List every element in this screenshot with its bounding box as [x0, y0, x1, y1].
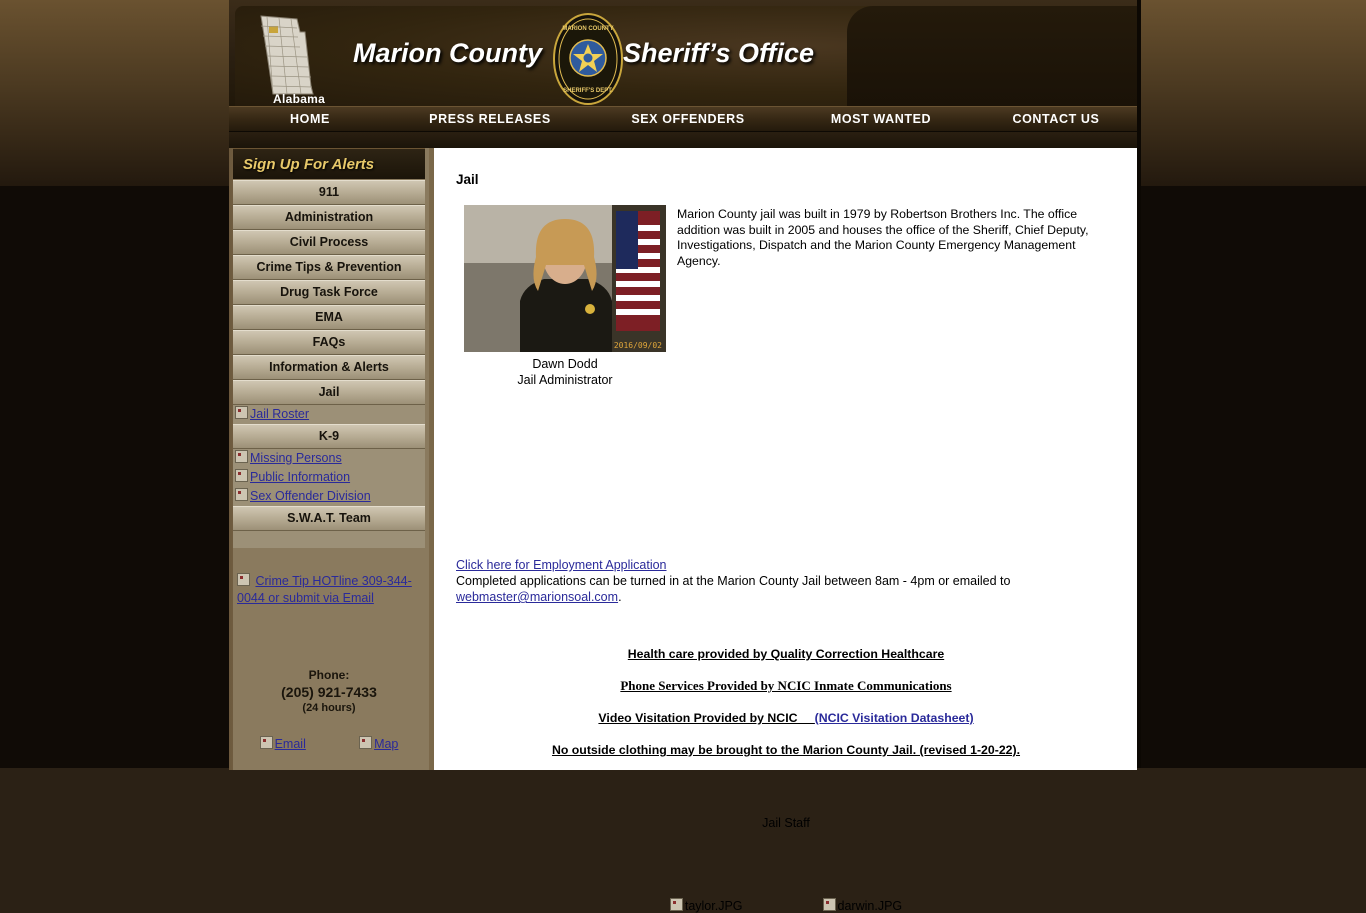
header-tab-shape	[847, 6, 1137, 106]
sidebar-item-label: Sex Offender Division	[250, 489, 371, 503]
broken-image-icon	[670, 898, 683, 911]
ncic-visitation-datasheet-link[interactable]: (NCIC Visitation Datasheet)	[815, 711, 974, 725]
sidebar-item-911[interactable]: 911	[233, 180, 425, 205]
map-link[interactable]	[359, 736, 398, 751]
jail-intro-text: Marion County jail was built in 1979 by Robertson Brothers Inc. The office addition was built in 2005 and houses the office of the Sheriff, Chief Deputy, Investigations, Dispatch and the Marion County Emergency Management Agency.	[677, 207, 1117, 269]
sidebar-item-k9[interactable]: K-9	[233, 424, 425, 449]
jail-administrator-caption	[464, 356, 666, 388]
employment-section	[456, 557, 1116, 605]
sidebar-item-label: Jail Roster	[250, 407, 309, 421]
jail-staff-images	[456, 898, 1116, 913]
phone-label: Phone:	[233, 668, 425, 682]
nav-contact-us[interactable]: CONTACT US	[975, 108, 1137, 130]
photo-timestamp: 2016/09/02	[614, 341, 662, 350]
staff-image-darwin	[823, 898, 903, 913]
sidebar-item-jail-roster[interactable]	[233, 405, 425, 424]
employment-instructions-end: .	[618, 590, 621, 604]
sheriff-badge-icon	[547, 12, 629, 106]
page-body	[229, 148, 1137, 770]
main-content	[434, 148, 1137, 770]
sidebar-item-administration[interactable]: Administration	[233, 205, 425, 230]
phone-number: (205) 921-7433	[233, 684, 425, 700]
sidebar-item-label: Public Information	[250, 470, 350, 484]
broken-image-icon	[237, 573, 250, 586]
sidebar-item-drug-task-force[interactable]: Drug Task Force	[233, 280, 425, 305]
nav-press-releases[interactable]: PRESS RELEASES	[391, 108, 589, 130]
header-panel	[235, 6, 1137, 106]
broken-image-icon	[235, 450, 248, 463]
jail-administrator-photo	[464, 205, 666, 352]
nav-sex-offenders[interactable]: SEX OFFENDERS	[589, 108, 787, 130]
sidebar-item-public-information[interactable]	[233, 468, 425, 487]
sidebar-item-faqs[interactable]: FAQs	[233, 330, 425, 355]
broken-image-icon	[260, 736, 273, 749]
svg-text:MARION COUNTY: MARION COUNTY	[562, 26, 613, 32]
staff-image-label: taylor.JPG	[685, 899, 743, 913]
broken-image-icon	[823, 898, 836, 911]
broken-image-icon	[235, 469, 248, 482]
email-link[interactable]	[260, 736, 306, 751]
sidebar-item-sex-offender-division[interactable]	[233, 487, 425, 506]
employment-instructions: Completed applications can be turned in at the Marion County Jail between 8am - 4pm or emailed to	[456, 574, 1010, 588]
broken-image-icon	[359, 736, 372, 749]
sidebar-item-information-alerts[interactable]: Information & Alerts	[233, 355, 425, 380]
site-header	[229, 0, 1137, 106]
email-link-label: Email	[275, 737, 306, 751]
admin-role: Jail Administrator	[464, 372, 666, 388]
notice-phone-services: Phone Services Provided by NCIC Inmate Communications	[456, 678, 1116, 694]
map-link-label: Map	[374, 737, 398, 751]
jail-staff-heading: Jail Staff	[456, 816, 1116, 830]
crime-tip-hotline[interactable]	[237, 573, 425, 607]
sidebar-item-jail[interactable]: Jail	[233, 380, 425, 405]
webmaster-email-link[interactable]: webmaster@marionsoal.com	[456, 590, 618, 604]
alerts-banner-label: Sign Up For Alerts	[233, 156, 374, 173]
phone-block	[233, 668, 425, 714]
sign-up-for-alerts-banner[interactable]	[233, 148, 425, 179]
notice-no-outside-clothing: No outside clothing may be brought to the Marion County Jail. (revised 1-20-22).	[456, 742, 1116, 758]
broken-image-icon	[235, 488, 248, 501]
state-label: Alabama	[273, 92, 325, 106]
crime-tip-hotline-link[interactable]: Crime Tip HOTline 309-344-0044 or submit via Email	[237, 574, 412, 605]
site-container	[229, 0, 1137, 768]
employment-application-link[interactable]: Click here for Employment Application	[456, 558, 667, 572]
sidebar-item-crime-tips-prevention[interactable]: Crime Tips & Prevention	[233, 255, 425, 280]
site-title-right: Sheriff’s Office	[623, 38, 814, 69]
nav-spacer-band	[229, 132, 1137, 148]
main-navigation	[229, 106, 1137, 132]
nav-most-wanted[interactable]: MOST WANTED	[787, 108, 975, 130]
site-title-left: Marion County	[353, 38, 542, 69]
sidebar-item-label: Missing Persons	[250, 451, 342, 465]
notice-video-visitation-text: Video Visitation Provided by NCIC	[598, 711, 797, 725]
staff-image-label: darwin.JPG	[838, 899, 903, 913]
sidebar-item-missing-persons[interactable]	[233, 449, 425, 468]
admin-name: Dawn Dodd	[464, 356, 666, 372]
sidebar-item-civil-process[interactable]: Civil Process	[233, 230, 425, 255]
sidebar-footer-links	[233, 736, 425, 751]
notice-healthcare: Health care provided by Quality Correction Healthcare	[456, 646, 1116, 662]
staff-image-taylor	[670, 898, 743, 913]
phone-hours: (24 hours)	[233, 702, 425, 714]
sidebar-item-swat-team[interactable]: S.W.A.T. Team	[233, 506, 425, 531]
jail-notices	[456, 646, 1116, 774]
page-right-edge	[1137, 0, 1141, 768]
notice-video-visitation	[456, 710, 1116, 726]
sidebar-menu	[233, 180, 425, 548]
sidebar-menu-gap	[233, 531, 425, 548]
nav-home[interactable]: HOME	[229, 108, 391, 130]
broken-image-icon	[235, 406, 248, 419]
sidebar	[229, 148, 434, 770]
svg-text:SHERIFF'S DEPT.: SHERIFF'S DEPT.	[563, 88, 613, 94]
sidebar-item-ema[interactable]: EMA	[233, 305, 425, 330]
page-title: Jail	[456, 172, 479, 187]
